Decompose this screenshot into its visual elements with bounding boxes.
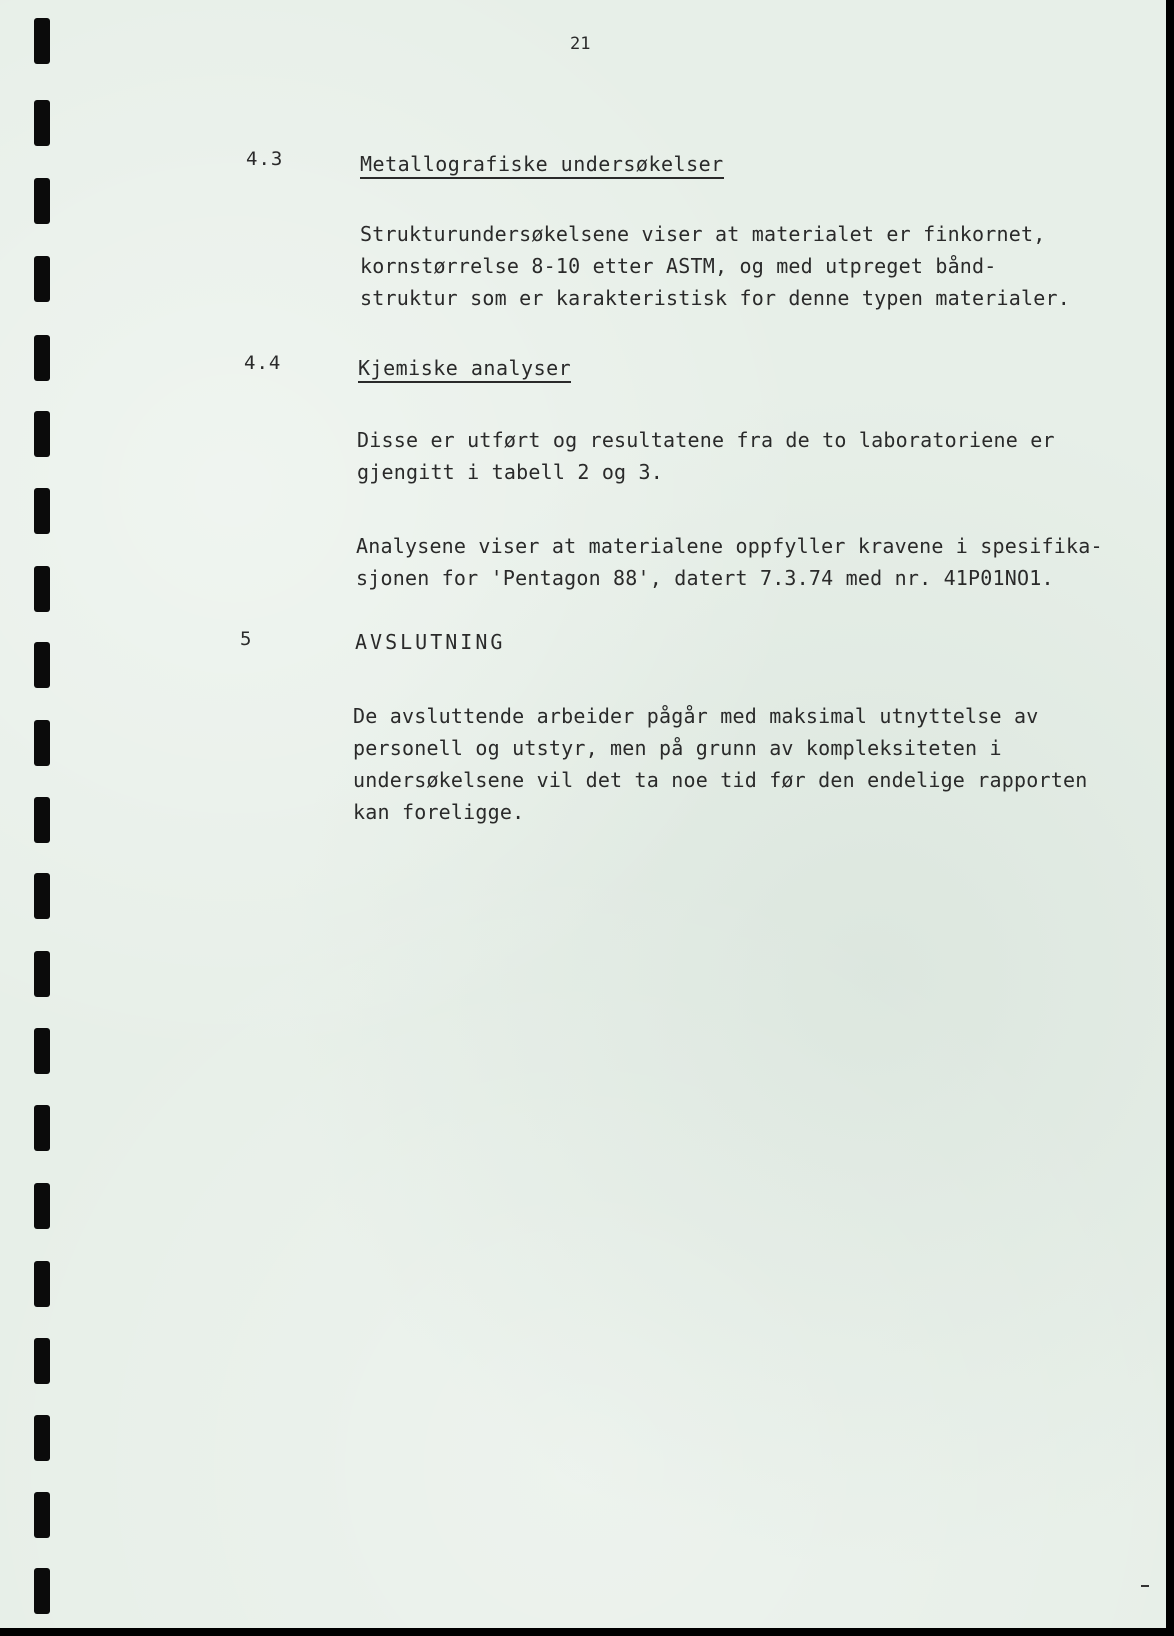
- binder-hole: [34, 873, 50, 919]
- paragraph-line: Analysene viser at materialene oppfyller kravene i spesifika-: [356, 534, 1103, 558]
- divider: [1141, 1585, 1149, 1587]
- paragraph: [353, 700, 1087, 828]
- binder-hole: [34, 1568, 50, 1614]
- paragraph-line: sjonen for 'Pentagon 88', datert 7.3.74 med nr. 41P01NO1.: [356, 566, 1054, 590]
- page-number: 21: [570, 34, 591, 54]
- paragraph: [357, 424, 1055, 488]
- binder-hole: [34, 488, 50, 534]
- binder-hole: [34, 100, 50, 146]
- binder-hole: [34, 256, 50, 302]
- binder-hole: [34, 1415, 50, 1461]
- section-heading: Kjemiske analyser: [358, 356, 571, 383]
- paragraph: [356, 530, 1103, 594]
- paragraph-line: kan foreligge.: [353, 800, 525, 824]
- binder-hole: [34, 797, 50, 843]
- binder-hole: [34, 335, 50, 381]
- binder-hole: [34, 1492, 50, 1538]
- paragraph-line: struktur som er karakteristisk for denne typen materialer.: [360, 286, 1070, 310]
- paragraph: [360, 218, 1070, 314]
- binder-hole: [34, 1028, 50, 1074]
- paragraph-line: kornstørrelse 8-10 etter ASTM, og med utpreget bånd-: [360, 254, 997, 278]
- binder-hole: [34, 720, 50, 766]
- paragraph-line: gjengitt i tabell 2 og 3.: [357, 460, 664, 484]
- binder-hole: [34, 411, 50, 457]
- section-number: 5: [240, 628, 253, 650]
- paragraph-line: Strukturundersøkelsene viser at materialet er finkornet,: [360, 222, 1046, 246]
- section-number: 4.4: [244, 352, 282, 374]
- paragraph-line: personell og utstyr, men på grunn av kompleksiteten i: [353, 736, 1002, 760]
- paragraph-line: undersøkelsene vil det ta noe tid før den endelige rapporten: [353, 768, 1088, 792]
- binder-hole: [34, 642, 50, 688]
- section-number: 4.3: [246, 148, 284, 170]
- paragraph-line: De avsluttende arbeider pågår med maksimal utnyttelse av: [353, 704, 1039, 728]
- binder-hole: [34, 178, 50, 224]
- binder-hole: [34, 1105, 50, 1151]
- binder-hole: [34, 566, 50, 612]
- binder-hole: [34, 1338, 50, 1384]
- binder-hole: [34, 1261, 50, 1307]
- paragraph-line: Disse er utført og resultatene fra de to laboratoriene er: [357, 428, 1055, 452]
- binder-hole: [34, 18, 50, 64]
- binder-hole: [34, 1183, 50, 1229]
- binder-hole: [34, 951, 50, 997]
- section-heading: AVSLUTNING: [355, 630, 506, 654]
- section-heading: Metallografiske undersøkelser: [360, 152, 724, 179]
